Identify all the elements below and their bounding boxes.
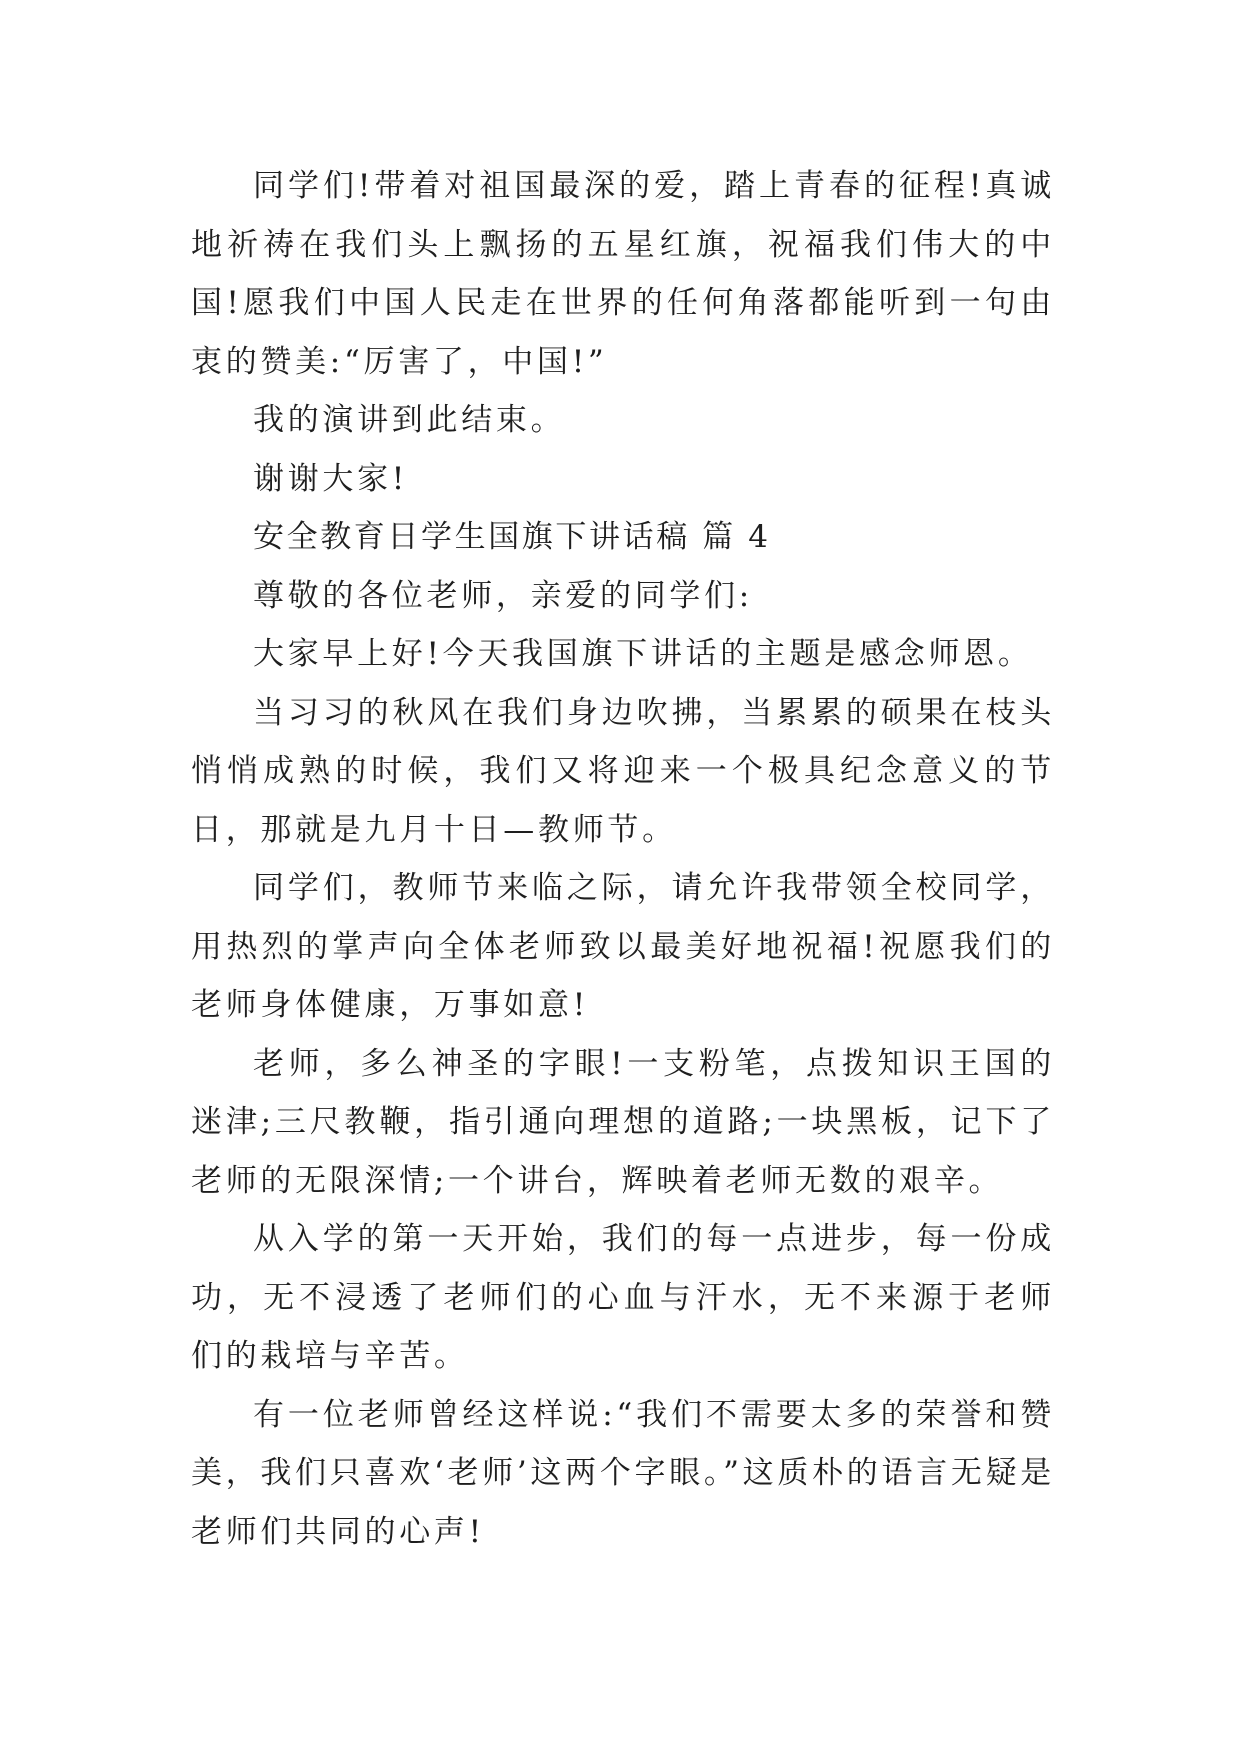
paragraph-teacher-praise: 老师，多么神圣的字眼!一支粉笔，点拨知识王国的迷津;三尺教鞭，指引通向理想的道路;一块黑板，记下了老师的无限深情;一个讲台，辉映着老师无数的艰辛。: [191, 1045, 1055, 1199]
paragraph-speech-end: 我的演讲到此结束。: [253, 402, 566, 438]
paragraph-first-day: 从入学的第一天开始，我们的每一点进步，每一份成功，无不浸透了老师们的心血与汗水，无不来源于老师们的栽培与辛苦。: [191, 1221, 1055, 1374]
paragraph-thanks: 谢谢大家!: [253, 460, 408, 497]
paragraph-teachers-day-wishes: 同学们，教师节来临之际，请允许我带领全校同学，用热烈的掌声向全体老师致以最美好地祝福!祝愿我们的老师身体健康，万事如意!: [191, 870, 1055, 1023]
paragraph-closing-wish: 同学们!带着对祖国最深的爱，踏上青春的征程!真诚地祈祷在我们头上飘扬的五星红旗，祝福我们伟大的中国!愿我们中国人民走在世界的任何角落都能听到一句由衷的赞美:“厉害了，中国!”: [191, 168, 1055, 380]
document-body: [191, 157, 1055, 1561]
paragraph-greeting-topic: 大家早上好!今天我国旗下讲话的主题是感念师恩。: [253, 636, 1033, 672]
paragraph-teacher-quote: 有一位老师曾经这样说:“我们不需要太多的荣誉和赞美，我们只喜欢‘老师’这两个字眼。”这质朴的语言无疑是老师们共同的心声!: [191, 1396, 1055, 1550]
section-heading: 安全教育日学生国旗下讲话稿 篇 4: [253, 519, 771, 555]
paragraph-autumn: 当习习的秋风在我们身边吹拂，当累累的硕果在枝头悄悄成熟的时候，我们又将迎来一个极具纪念意义的节日，那就是九月十日—教师节。: [191, 694, 1055, 848]
paragraph-salutation: 尊敬的各位老师，亲爱的同学们:: [253, 577, 753, 614]
